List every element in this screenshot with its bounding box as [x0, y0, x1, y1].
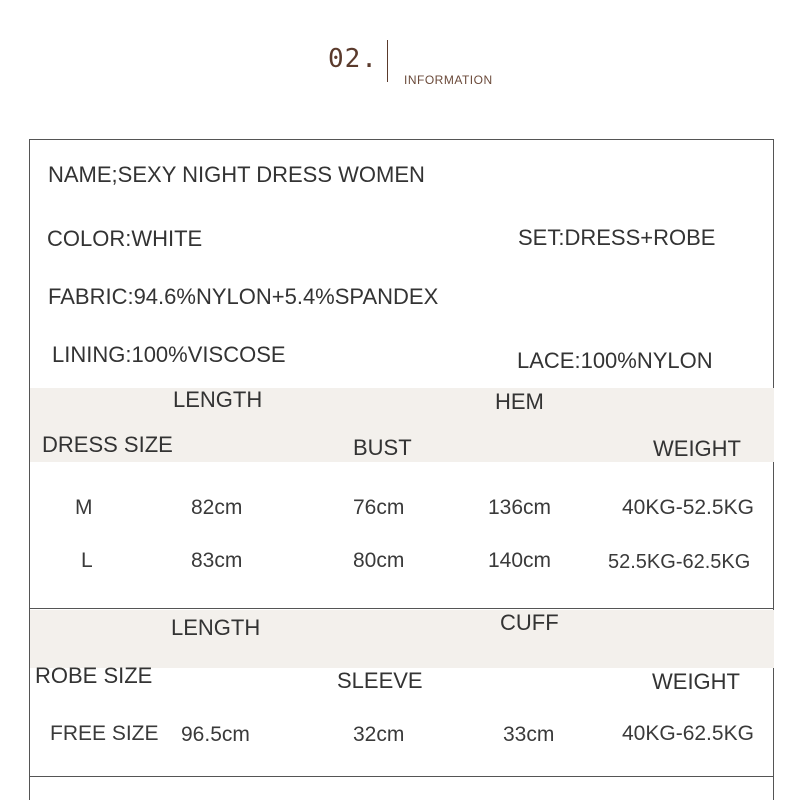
- bottom-divider: [30, 776, 774, 777]
- dress-row-m-length: 82cm: [191, 496, 243, 519]
- section-divider: [30, 608, 774, 609]
- robe-header-sleeve: SLEEVE: [337, 668, 423, 693]
- dress-header-bust: BUST: [353, 435, 412, 460]
- section-number: 02.: [328, 44, 378, 74]
- dress-row-m-weight: 40KG-52.5KG: [622, 496, 754, 519]
- product-lace: LACE:100%NYLON: [517, 348, 713, 373]
- dress-row-m-bust: 76cm: [353, 496, 405, 519]
- product-fabric: FABRIC:94.6%NYLON+5.4%SPANDEX: [48, 284, 439, 309]
- dress-row-m-hem: 136cm: [488, 496, 552, 519]
- dress-header-hem: HEM: [495, 389, 544, 414]
- header-divider: [387, 40, 388, 82]
- robe-row-length: 96.5cm: [181, 723, 250, 746]
- product-name: NAME;SEXY NIGHT DRESS WOMEN: [48, 162, 425, 187]
- dress-header-size: DRESS SIZE: [42, 432, 173, 457]
- robe-header-cuff: CUFF: [500, 610, 559, 635]
- dress-header-weight: WEIGHT: [653, 436, 741, 461]
- robe-header-size: ROBE SIZE: [35, 663, 153, 688]
- dress-row-l-length: 83cm: [191, 549, 243, 572]
- product-lining: LINING:100%VISCOSE: [52, 342, 286, 367]
- section-title: INFORMATION: [404, 73, 493, 87]
- dress-header-length: LENGTH: [173, 387, 263, 412]
- dress-row-l-size: L: [81, 549, 93, 572]
- robe-header-weight: WEIGHT: [652, 669, 740, 694]
- robe-header-length: LENGTH: [171, 615, 261, 640]
- product-set: SET:DRESS+ROBE: [518, 225, 716, 250]
- robe-row-weight: 40KG-62.5KG: [622, 722, 754, 745]
- robe-row-sleeve: 32cm: [353, 723, 405, 746]
- robe-row-size: FREE SIZE: [50, 722, 159, 745]
- robe-row-cuff: 33cm: [503, 723, 555, 746]
- dress-row-l-bust: 80cm: [353, 549, 405, 572]
- dress-row-m-size: M: [75, 496, 93, 519]
- robe-header-band: [30, 610, 774, 668]
- dress-row-l-hem: 140cm: [488, 549, 552, 572]
- dress-row-l-weight: 52.5KG-62.5KG: [608, 551, 751, 573]
- product-color: COLOR:WHITE: [47, 226, 203, 251]
